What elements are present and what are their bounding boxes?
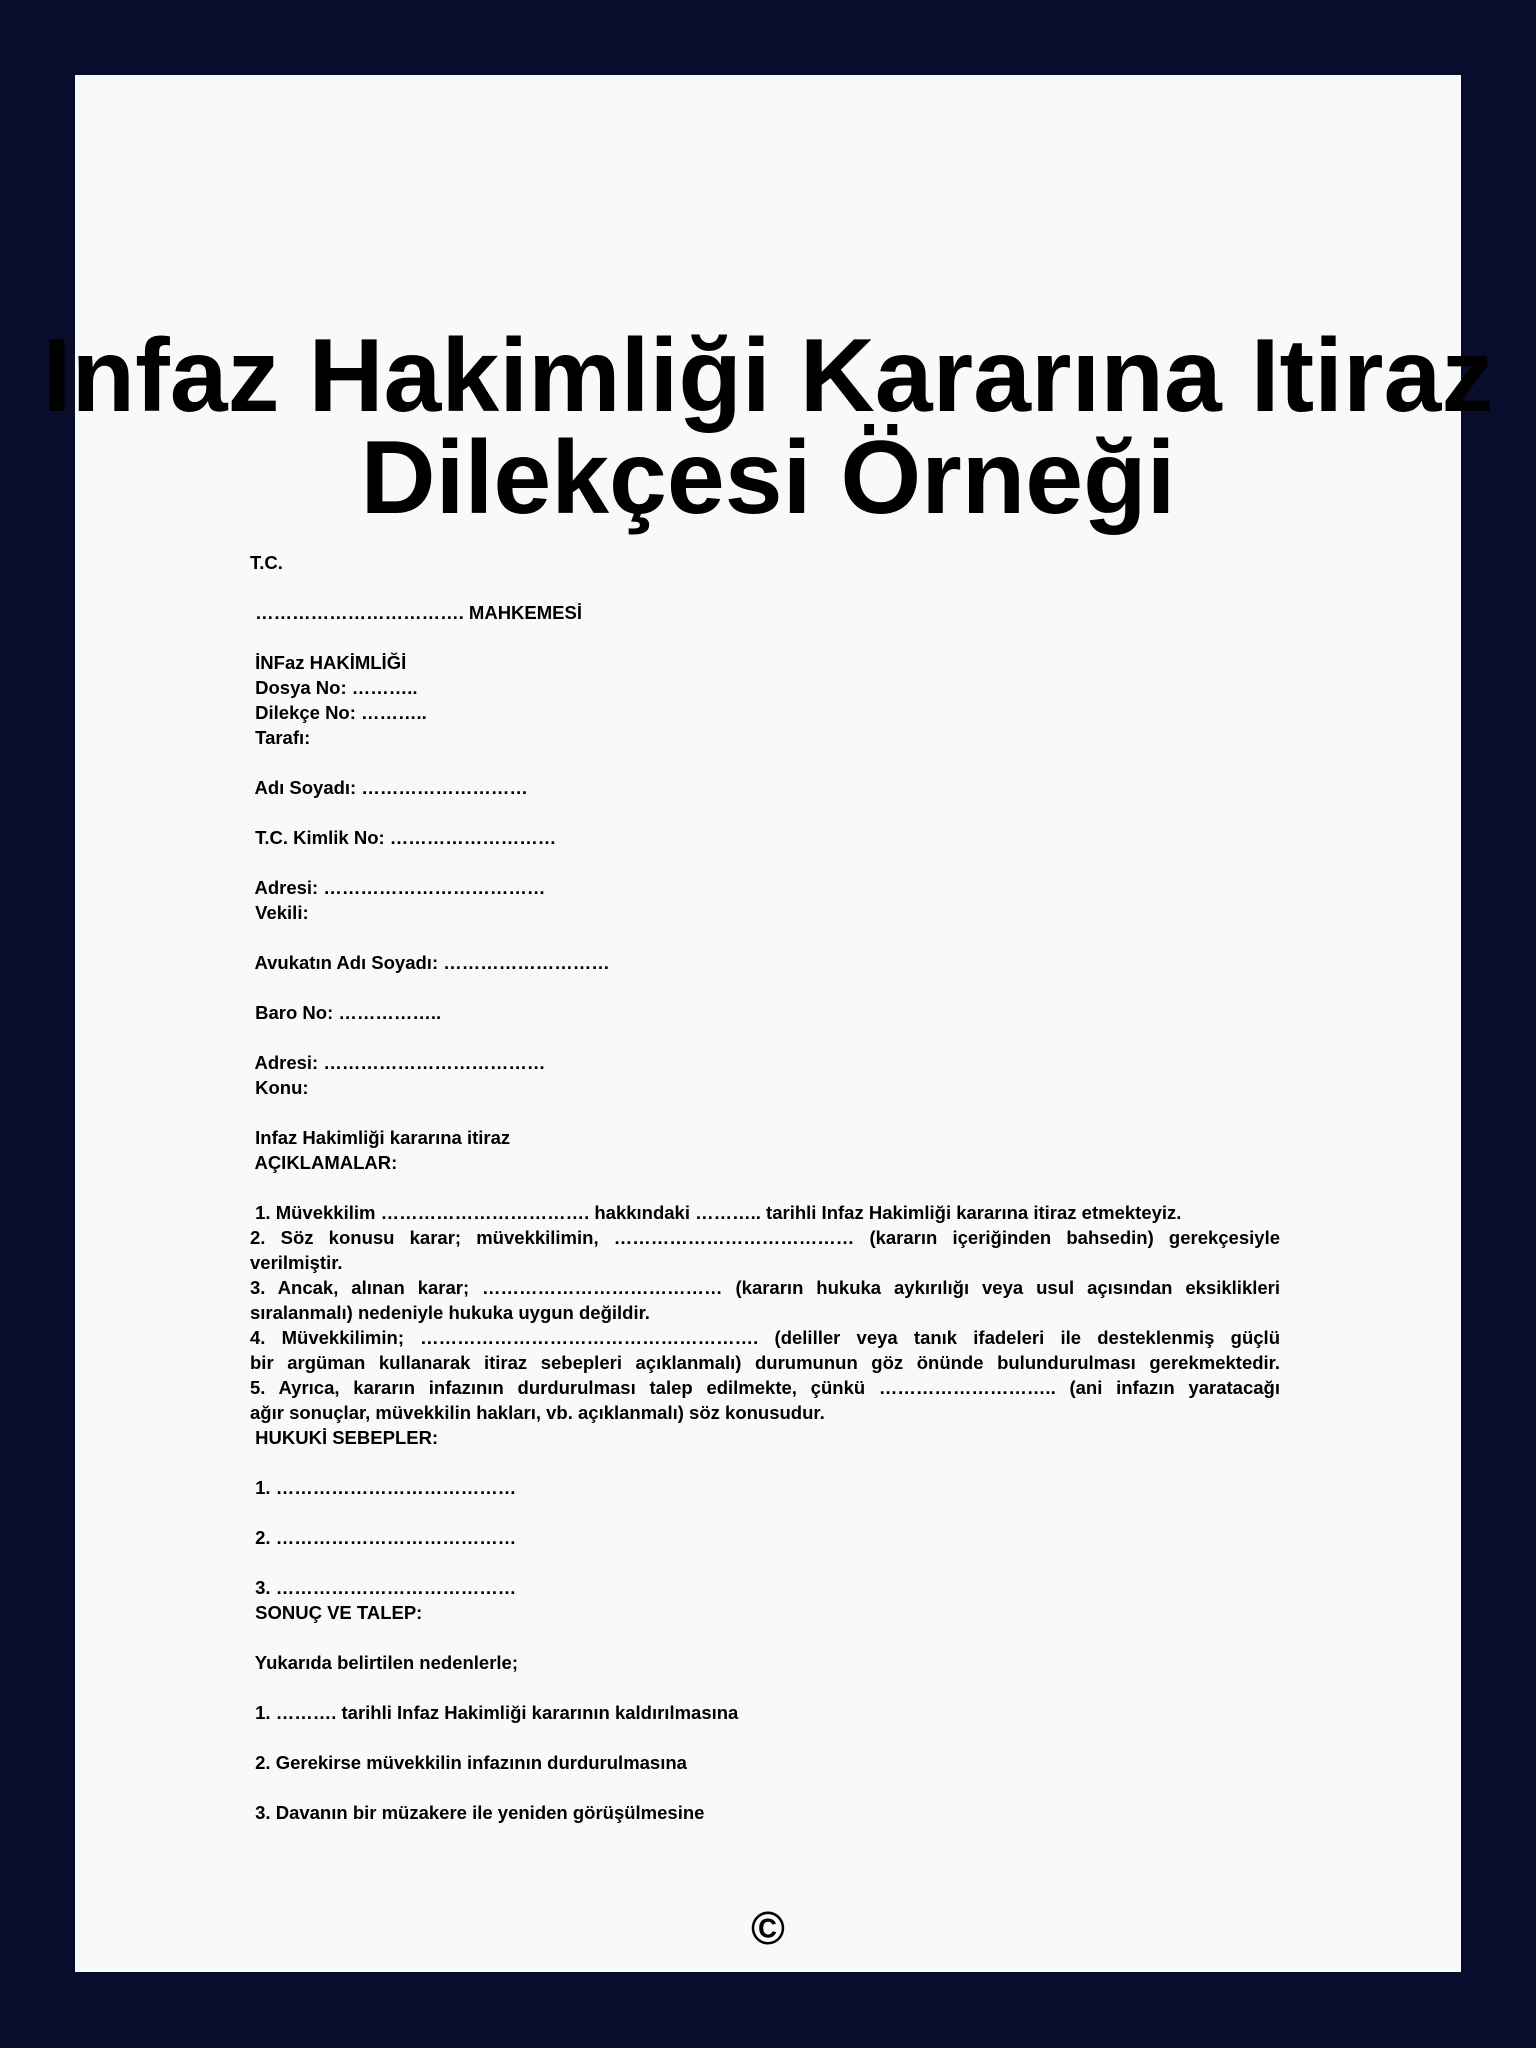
conclusion-item-2: 2. Gerekirse müvekkilin infazının durdurulmasına	[250, 1752, 687, 1773]
explanation-item-5: 5. Ayrıca, kararın infazının durdurulması talep edilmekte, çünkü ……………………….. (ani infazın yaratacağı	[250, 1377, 1280, 1398]
tc-label: T.C.	[250, 552, 283, 573]
explanation-item-4-cont: bir argüman kullanarak itiraz sebepleri açıklanmalı) durumunun göz önünde bulundurulması gerekmektedir.	[250, 1352, 1280, 1373]
subject-text: Infaz Hakimliği kararına itiraz	[250, 1127, 511, 1148]
explanations-heading: AÇIKLAMALAR:	[250, 1152, 398, 1173]
legal-item-1: 1. …………………………………	[250, 1477, 517, 1498]
attorney-label: Vekili:	[250, 902, 309, 923]
conclusion-item-1: 1. ………. tarihli Infaz Hakimliği kararının kaldırılmasına	[250, 1702, 739, 1723]
name-field: Adı Soyadı: ………………………	[250, 777, 528, 798]
legal-item-2: 2. …………………………………	[250, 1527, 517, 1548]
petition-no: Dilekçe No: ………..	[250, 702, 427, 723]
explanation-item-2-cont: verilmiştir.	[250, 1252, 343, 1273]
title-line-1: Infaz Hakimliği Kararına Itiraz	[42, 318, 1494, 434]
legal-item-3: 3. …………………………………	[250, 1577, 517, 1598]
office-name: İNFaz HAKİMLİĞİ	[250, 652, 407, 673]
court-name: ……………………………. MAHKEMESİ	[250, 602, 582, 623]
explanation-item-3-cont: sıralanmalı) nedeniyle hukuka uygun değildir.	[250, 1302, 650, 1323]
explanation-item-5-cont: ağır sonuçlar, müvekkilin hakları, vb. açıklanmalı) söz konusudur.	[250, 1402, 825, 1423]
explanation-item-3: 3. Ancak, alınan karar; ………………………………… (kararın hukuka aykırılığı veya usul açısından eksiklikleri	[250, 1277, 1280, 1298]
copyright-icon: ©	[751, 1902, 785, 1954]
explanation-item-1: 1. Müvekkilim ……………………………. hakkındaki ……….. tarihli Infaz Hakimliği kararına itiraz etmekteyiz.	[250, 1202, 1182, 1223]
title-line-2: Dilekçesi Örneği	[360, 420, 1176, 536]
conclusion-intro: Yukarıda belirtilen nedenlerle;	[250, 1652, 519, 1673]
party-label: Tarafı:	[250, 727, 311, 748]
conclusion-item-3: 3. Davanın bir müzakere ile yeniden görüşülmesine	[250, 1802, 705, 1823]
subject-label: Konu:	[250, 1077, 309, 1098]
document-page	[42, 75, 1494, 1972]
conclusion-heading: SONUÇ VE TALEP:	[250, 1602, 423, 1623]
attorney-address-field: Adresi: ………………………………	[250, 1052, 546, 1073]
bar-no-field: Baro No: ……………..	[250, 1002, 442, 1023]
id-no-field: T.C. Kimlik No: ………………………	[250, 827, 557, 848]
explanation-item-4: 4. Müvekkilimin; ………………………………………………. (deliller veya tanık ifadeleri ile desteklenmiş güçlü	[250, 1327, 1280, 1348]
address-field: Adresi: ………………………………	[250, 877, 546, 898]
legal-heading: HUKUKİ SEBEPLER:	[250, 1427, 439, 1448]
page-title	[35, 318, 1501, 536]
file-no: Dosya No: ………..	[250, 677, 418, 698]
petition-body	[250, 550, 1280, 1825]
explanation-item-2: 2. Söz konusu karar; müvekkilimin, ………………………………… (kararın içeriğinden bahsedin) gerekçesiyle	[250, 1227, 1280, 1248]
attorney-name-field: Avukatın Adı Soyadı: ………………………	[250, 952, 610, 973]
